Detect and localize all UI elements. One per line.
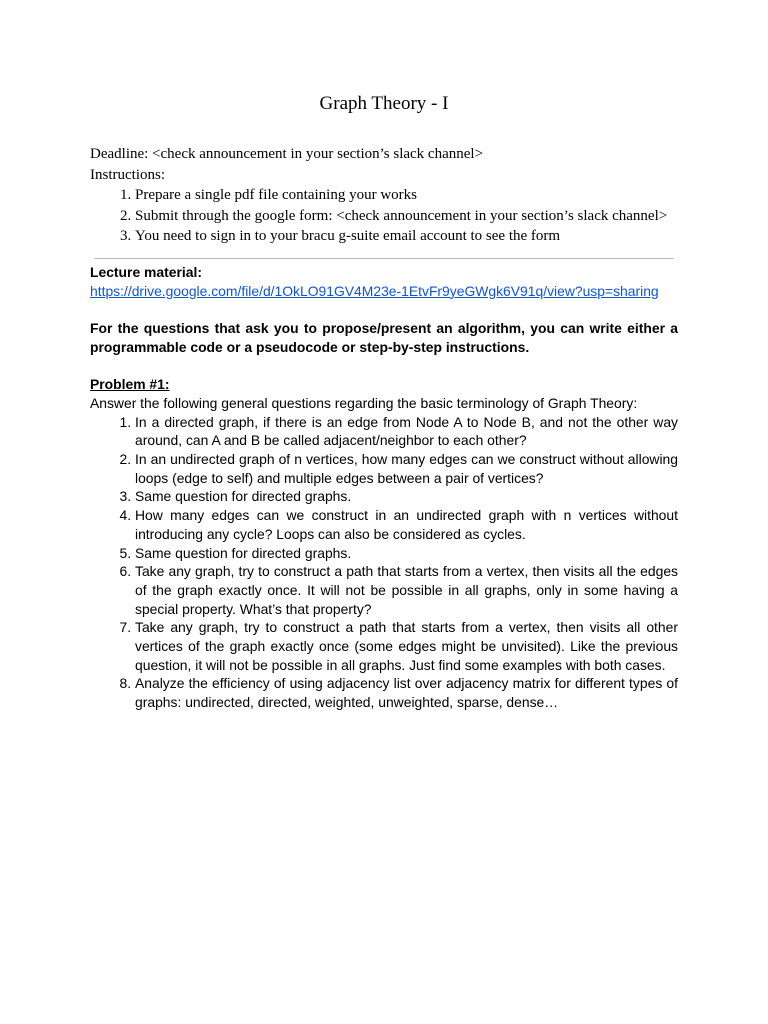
- instruction-item: 2. Submit through the google form: <check announcement in your section’s slack channel>: [135, 206, 680, 227]
- instructions-list: [90, 185, 680, 247]
- document-title: Graph Theory - I: [319, 93, 449, 114]
- lecture-material-label: Lecture material:: [90, 264, 202, 280]
- question-item: 6. Take any graph, try to construct a path that starts from a vertex, then visits all the edges of the graph exactly once. It will not be possible in all graphs, only in some having a special property. What’s that property?: [135, 562, 678, 618]
- lecture-material-link[interactable]: https://drive.google.com/file/d/1OkLO91GV4M23e-1EtvFr9yeGWgk6V91q/view?usp=sharing: [90, 282, 659, 299]
- question-item: 5. Same question for directed graphs.: [135, 544, 678, 563]
- problem-heading: Problem #1:: [90, 376, 170, 393]
- instruction-item: 1. Prepare a single pdf file containing your works: [135, 185, 680, 206]
- question-item: 8. Analyze the efficiency of using adjacency list over adjacency matrix for different types of graphs: undirected, directed, weighted, unweighted, sparse, dense…: [135, 674, 678, 711]
- question-item: 7. Take any graph, try to construct a path that starts from a vertex, then visits all other vertices of the graph exactly once (some edges might be unvisited). Like the previous question, it will not be possible in all graphs. Just find some examples with both cases.: [135, 618, 678, 674]
- deadline-text: Deadline: <check announcement in your section’s slack channel>: [90, 146, 484, 162]
- instructions-label: Instructions:: [90, 166, 165, 183]
- question-item: 4. How many edges can we construct in an undirected graph with n vertices without introducing any cycle? Loops can also be considered as cycles.: [135, 506, 678, 543]
- instruction-item: 3. You need to sign in to your bracu g-suite email account to see the form: [135, 226, 680, 247]
- question-item: 2. In an undirected graph of n vertices, how many edges can we construct without allowing loops (edge to self) and multiple edges between a pair of vertices?: [135, 450, 678, 487]
- spacer: [90, 300, 678, 319]
- horizontal-divider: [94, 258, 674, 259]
- algorithm-note: For the questions that ask you to propose/present an algorithm, you can write either a programmable code or a pseudocode or step-by-step instructions.: [90, 320, 678, 355]
- spacer: [90, 357, 678, 376]
- question-item: 3. Same question for directed graphs.: [135, 487, 678, 506]
- document-body: [90, 263, 678, 712]
- problem-intro: Answer the following general questions regarding the basic terminology of Graph Theory:: [90, 394, 638, 411]
- header-info: [90, 144, 680, 247]
- question-item: 1. In a directed graph, if there is an edge from Node A to Node B, and not the other way around, can A and B be called adjacent/neighbor to each other?: [135, 413, 678, 450]
- question-list: [90, 413, 678, 712]
